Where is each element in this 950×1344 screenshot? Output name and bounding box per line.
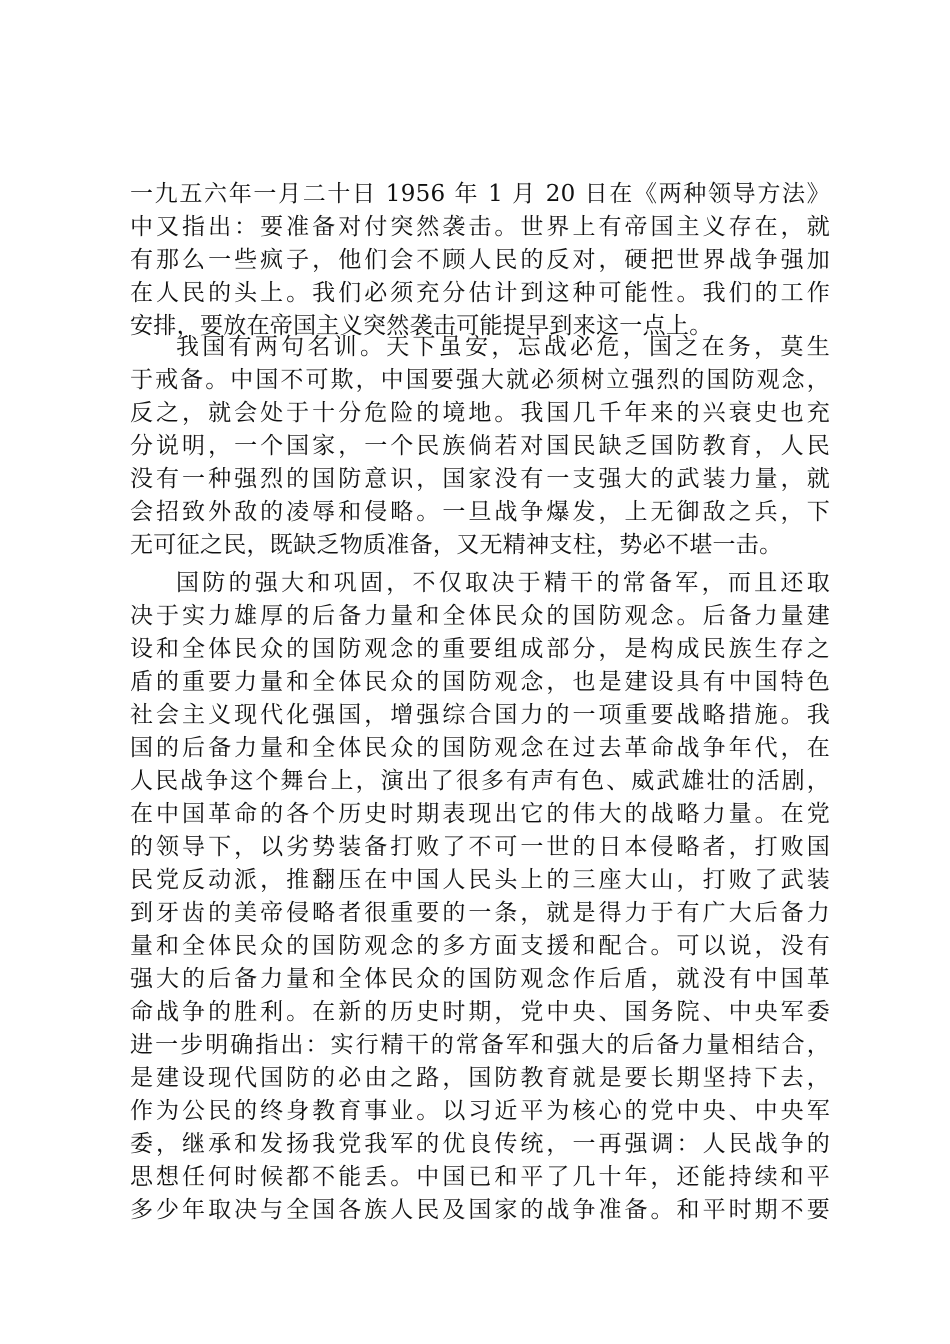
text-line: 作为公民的终身教育事业。以习近平为核心的党中央、中央军 [130, 1098, 830, 1124]
text-line: 无可征之民，既缺乏物质准备，又无精神支柱，势必不堪一击。 [130, 532, 783, 558]
text-line: 国防的强大和巩固，不仅取决于精干的常备军，而且还取 [176, 570, 830, 596]
paragraph-2 [130, 331, 830, 562]
text-line: 国的后备力量和全体民众的国防观念在过去革命战争年代，在 [130, 735, 830, 761]
text-line: 会招致外敌的凌辱和侵略。一旦战争爆发，上无御敌之兵，下 [130, 499, 830, 525]
text-line: 一九五六年一月二十日 1956 年 1 月 20 日在《两种领导方法》 [130, 181, 830, 207]
text-line: 没有一种强烈的国防意识，国家没有一支强大的武装力量，就 [130, 466, 830, 492]
text-line: 是建设现代国防的必由之路，国防教育就是要长期坚持下去， [130, 1065, 830, 1091]
text-line: 强大的后备力量和全体民众的国防观念作后盾，就没有中国革 [130, 966, 830, 992]
text-line: 社会主义现代化强国，增强综合国力的一项重要战略措施。我 [130, 702, 830, 728]
text-line: 分说明，一个国家，一个民族倘若对国民缺乏国防教育，人民 [130, 433, 830, 459]
text-line: 中又指出：要准备对付突然袭击。世界上有帝国主义存在，就 [130, 214, 830, 240]
text-line: 决于实力雄厚的后备力量和全体民众的国防观念。后备力量建 [130, 603, 830, 629]
text-line: 反之，就会处于十分危险的境地。我国几千年来的兴衰史也充 [130, 400, 830, 426]
text-line: 有那么一些疯子，他们会不顾人民的反对，硬把世界战争强加 [130, 247, 830, 273]
text-line: 命战争的胜利。在新的历史时期，党中央、国务院、中央军委 [130, 999, 830, 1025]
paragraph-3 [130, 567, 830, 1227]
text-line: 量和全体民众的国防观念的多方面支援和配合。可以说，没有 [130, 933, 830, 959]
text-line: 民党反动派，推翻压在中国人民头上的三座大山，打败了武装 [130, 867, 830, 893]
text-line: 委，继承和发扬我党我军的优良传统，一再强调：人民战争的 [130, 1131, 830, 1157]
text-line: 在人民的头上。我们必须充分估计到这种可能性。我们的工作 [130, 280, 830, 306]
text-line: 到牙齿的美帝侵略者很重要的一条，就是得力于有广大后备力 [130, 900, 830, 926]
text-line: 人民战争这个舞台上，演出了很多有声有色、威武雄壮的活剧， [130, 768, 830, 794]
text-line: 多少年取决与全国各族人民及国家的战争准备。和平时期不要 [130, 1197, 830, 1223]
text-line: 进一步明确指出：实行精干的常备军和强大的后备力量相结合， [130, 1032, 830, 1058]
text-line: 安排，要放在帝国主义突然袭击可能提早到来这一点上。 [130, 313, 713, 339]
text-line: 思想任何时候都不能丢。中国已和平了几十年，还能持续和平 [130, 1164, 830, 1190]
text-line: 在中国革命的各个历史时期表现出它的伟大的战略力量。在党 [130, 801, 830, 827]
paragraph-1 [130, 178, 830, 343]
text-line: 设和全体民众的国防观念的重要组成部分，是构成民族生存之 [130, 636, 830, 662]
text-line: 于戒备。中国不可欺，中国要强大就必须树立强烈的国防观念， [130, 367, 830, 393]
text-line: 我国有两句名训。天下虽安，忘战必危，国之在务，莫生 [176, 334, 830, 360]
text-line: 的领导下，以劣势装备打败了不可一世的日本侵略者，打败国 [130, 834, 830, 860]
text-line: 盾的重要力量和全体民众的国防观念，也是建设具有中国特色 [130, 669, 830, 695]
